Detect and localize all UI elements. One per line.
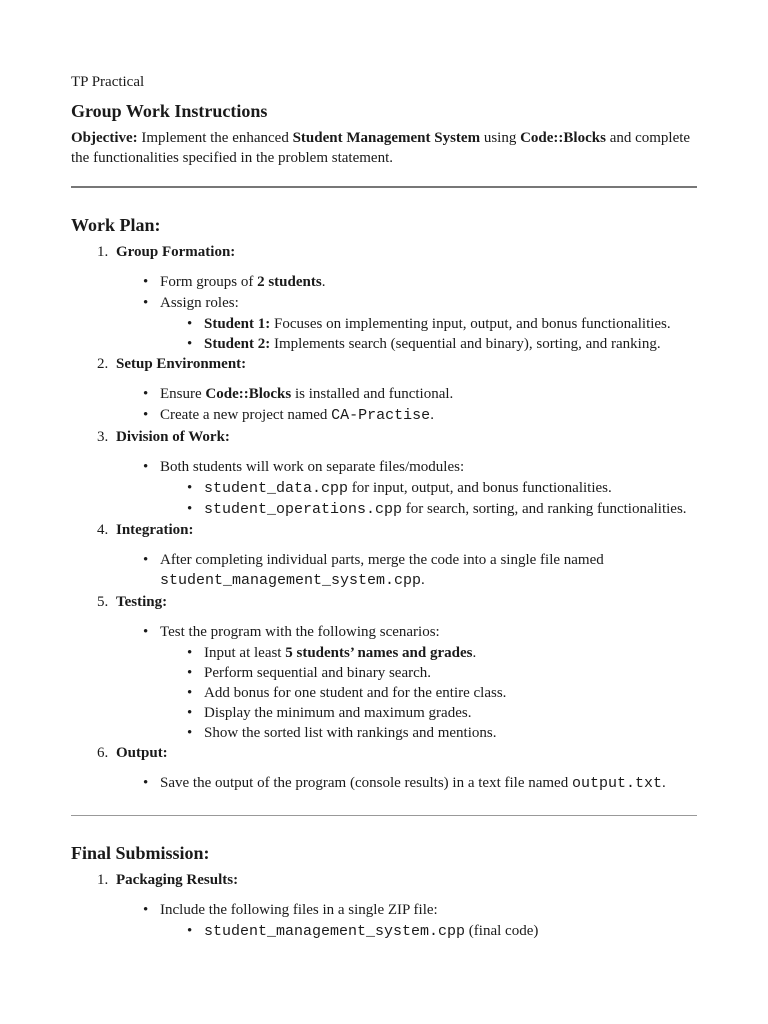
step-number: 1. xyxy=(97,244,109,260)
step-title: Integration: xyxy=(116,522,194,538)
step-setup-environment xyxy=(71,354,697,426)
list-item: • student_operations.cpp for search, sorting, and ranking functionalities. xyxy=(71,499,697,520)
bullet-list xyxy=(71,272,697,313)
list-item: • Show the sorted list with rankings and mentions. xyxy=(71,723,697,743)
list-item: • Student 2: Implements search (sequential and binary), sorting, and ranking. xyxy=(71,334,697,354)
final-submission-list xyxy=(71,870,697,942)
list-item: • After completing individual parts, merge the code into a single file named student_management_system.cpp. xyxy=(71,550,697,591)
step-output xyxy=(71,743,697,794)
list-item: • Include the following files in a single ZIP file: xyxy=(71,900,697,920)
objective-bold-system: Student Management System xyxy=(292,130,481,146)
step-title: Packaging Results: xyxy=(116,872,239,888)
list-item: • Perform sequential and binary search. xyxy=(71,663,697,683)
final-submission-heading: Final Submission: xyxy=(71,843,210,863)
list-item: • Create a new project named CA-Practise. xyxy=(71,405,697,426)
objective-text: using xyxy=(480,130,521,146)
objective-text: Implement the enhanced xyxy=(137,130,293,146)
step-number: 1. xyxy=(97,872,109,888)
course-header: TP Practical xyxy=(71,74,145,90)
list-item: • Assign roles: xyxy=(71,293,697,313)
step-title: Division of Work: xyxy=(116,429,230,445)
objective-paragraph xyxy=(71,128,697,168)
step-group-formation xyxy=(71,242,697,354)
work-plan-heading: Work Plan: xyxy=(71,215,161,235)
objective-text: and complete the functionalities specified in the problem statement. xyxy=(71,130,691,166)
step-number: 6. xyxy=(97,745,109,761)
list-item: • Add bonus for one student and for the entire class. xyxy=(71,683,697,703)
work-plan-list xyxy=(71,242,697,794)
bullet-list xyxy=(71,773,697,794)
divider xyxy=(71,815,697,816)
divider xyxy=(71,186,697,188)
list-item: • Ensure Code::Blocks is installed and functional. xyxy=(71,384,697,404)
step-title: Group Formation: xyxy=(116,244,236,260)
list-item: • Display the minimum and maximum grades. xyxy=(71,703,697,723)
step-number: 3. xyxy=(97,429,109,445)
bullet-list xyxy=(71,384,697,426)
bullet-list xyxy=(71,457,697,477)
page-title: Group Work Instructions xyxy=(71,101,268,121)
step-title: Setup Environment: xyxy=(116,356,247,372)
list-item: • Save the output of the program (console results) in a text file named output.txt. xyxy=(71,773,697,794)
objective-bold-tool: Code::Blocks xyxy=(520,130,606,146)
list-item: • Input at least 5 students’ names and grades. xyxy=(71,643,697,663)
list-item: • student_management_system.cpp (final code) xyxy=(71,921,697,942)
bullet-list xyxy=(71,900,697,920)
step-number: 4. xyxy=(97,522,109,538)
list-item: • Both students will work on separate files/modules: xyxy=(71,457,697,477)
step-number: 2. xyxy=(97,356,109,372)
list-item: • Form groups of 2 students. xyxy=(71,272,697,292)
step-title: Testing: xyxy=(116,594,168,610)
step-packaging-results xyxy=(71,870,697,942)
list-item: • Test the program with the following scenarios: xyxy=(71,622,697,642)
step-division-of-work xyxy=(71,427,697,520)
step-number: 5. xyxy=(97,594,109,610)
bullet-list xyxy=(71,622,697,642)
step-testing xyxy=(71,592,697,743)
bullet-list xyxy=(71,550,697,591)
step-integration xyxy=(71,520,697,591)
objective-label: Objective: xyxy=(71,130,138,146)
step-title: Output: xyxy=(116,745,168,761)
list-item: • student_data.cpp for input, output, and bonus functionalities. xyxy=(71,478,697,499)
list-item: • Student 1: Focuses on implementing input, output, and bonus functionalities. xyxy=(71,314,697,334)
